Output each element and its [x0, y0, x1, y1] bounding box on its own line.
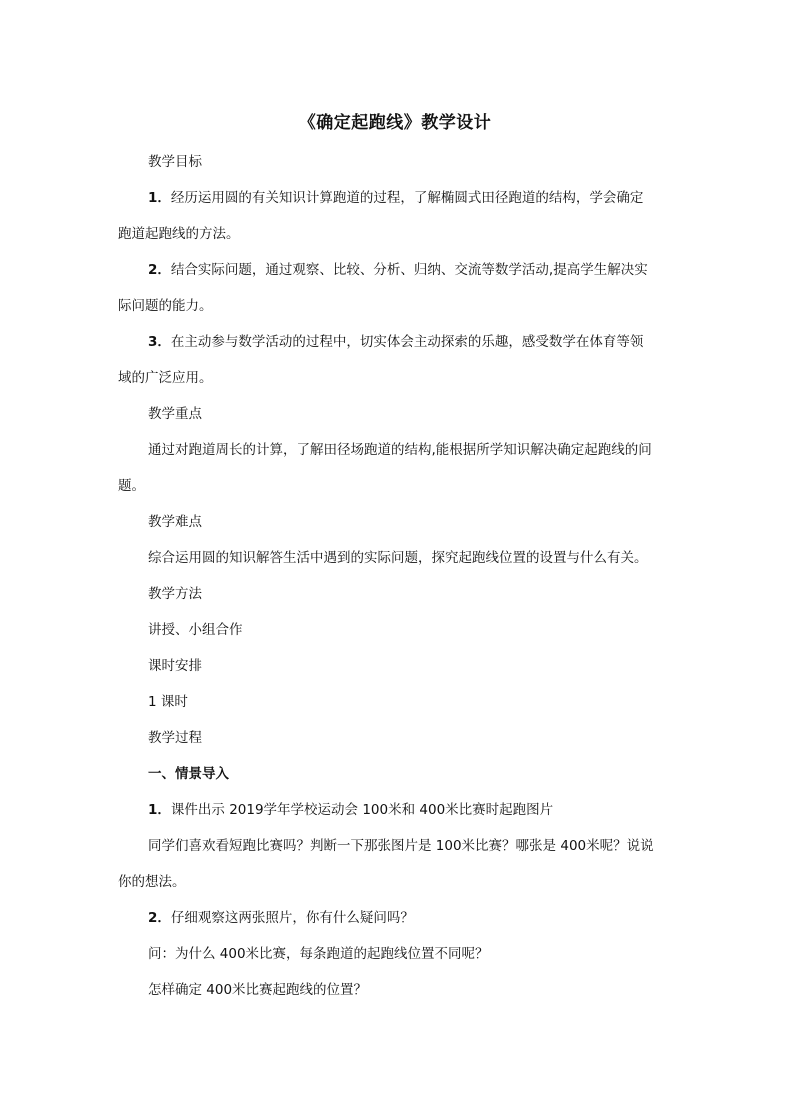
key-points-continued: 题。	[118, 478, 145, 494]
part1-heading: 一、情景导入	[148, 766, 229, 782]
step-2	[148, 908, 414, 928]
key-points-heading: 教学重点	[148, 406, 202, 422]
question-2: 怎样确定 400米比赛起跑线的位置？	[148, 982, 368, 998]
step-1-question: 同学们喜欢看短跑比赛吗？判断一下那张图片是 100米比赛？哪张是 400米呢？说说	[148, 838, 654, 854]
objective-2-text: 结合实际问题，通过观察、比较、分析、归纳、交流等数学活动,提高学生解决实	[170, 262, 648, 278]
step-1-text: 课件出示 2019学年学校运动会 100米和 400米比赛时起跑图片	[170, 802, 554, 818]
step-1-question-continued: 你的想法。	[118, 874, 186, 890]
process-heading: 教学过程	[148, 730, 202, 746]
objective-2-continued: 际问题的能力。	[118, 298, 213, 314]
document-title: 《确定起跑线》教学设计	[298, 113, 492, 133]
objective-3-text: 在主动参与数学活动的过程中，切实体会主动探索的乐趣，感受数学在体育等领	[170, 334, 644, 350]
difficulty-text: 综合运用圆的知识解答生活中遇到的实际问题，探究起跑线位置的设置与什么有关。	[148, 550, 648, 566]
objective-1-text: 经历运用圆的有关知识计算跑道的过程，了解椭圆式田径跑道的结构，学会确定	[170, 190, 644, 206]
objective-2-number: 2．	[148, 262, 171, 278]
difficulty-heading: 教学难点	[148, 514, 202, 530]
method-text: 讲授、小组合作	[148, 622, 243, 638]
step-1-number: 1．	[148, 802, 171, 818]
schedule-heading: 课时安排	[148, 658, 202, 674]
objective-1-continued: 跑道起跑线的方法。	[118, 226, 240, 242]
objective-1	[148, 188, 643, 208]
step-2-text: 仔细观察这两张照片，你有什么疑问吗？	[170, 910, 414, 926]
step-2-number: 2．	[148, 910, 171, 926]
objective-3	[148, 332, 643, 352]
step-1	[148, 800, 553, 820]
question-1: 问：为什么 400米比赛，每条跑道的起跑线位置不同呢？	[148, 946, 489, 962]
schedule-text: 1 课时	[148, 694, 188, 710]
objective-2	[148, 260, 648, 280]
key-points-text: 通过对跑道周长的计算，了解田径场跑道的结构,能根据所学知识解决确定起跑线的问	[148, 442, 652, 458]
objective-3-number: 3．	[148, 334, 171, 350]
objectives-heading: 教学目标	[148, 154, 202, 170]
method-heading: 教学方法	[148, 586, 202, 602]
objective-3-continued: 域的广泛应用。	[118, 370, 213, 386]
objective-1-number: 1．	[148, 190, 171, 206]
